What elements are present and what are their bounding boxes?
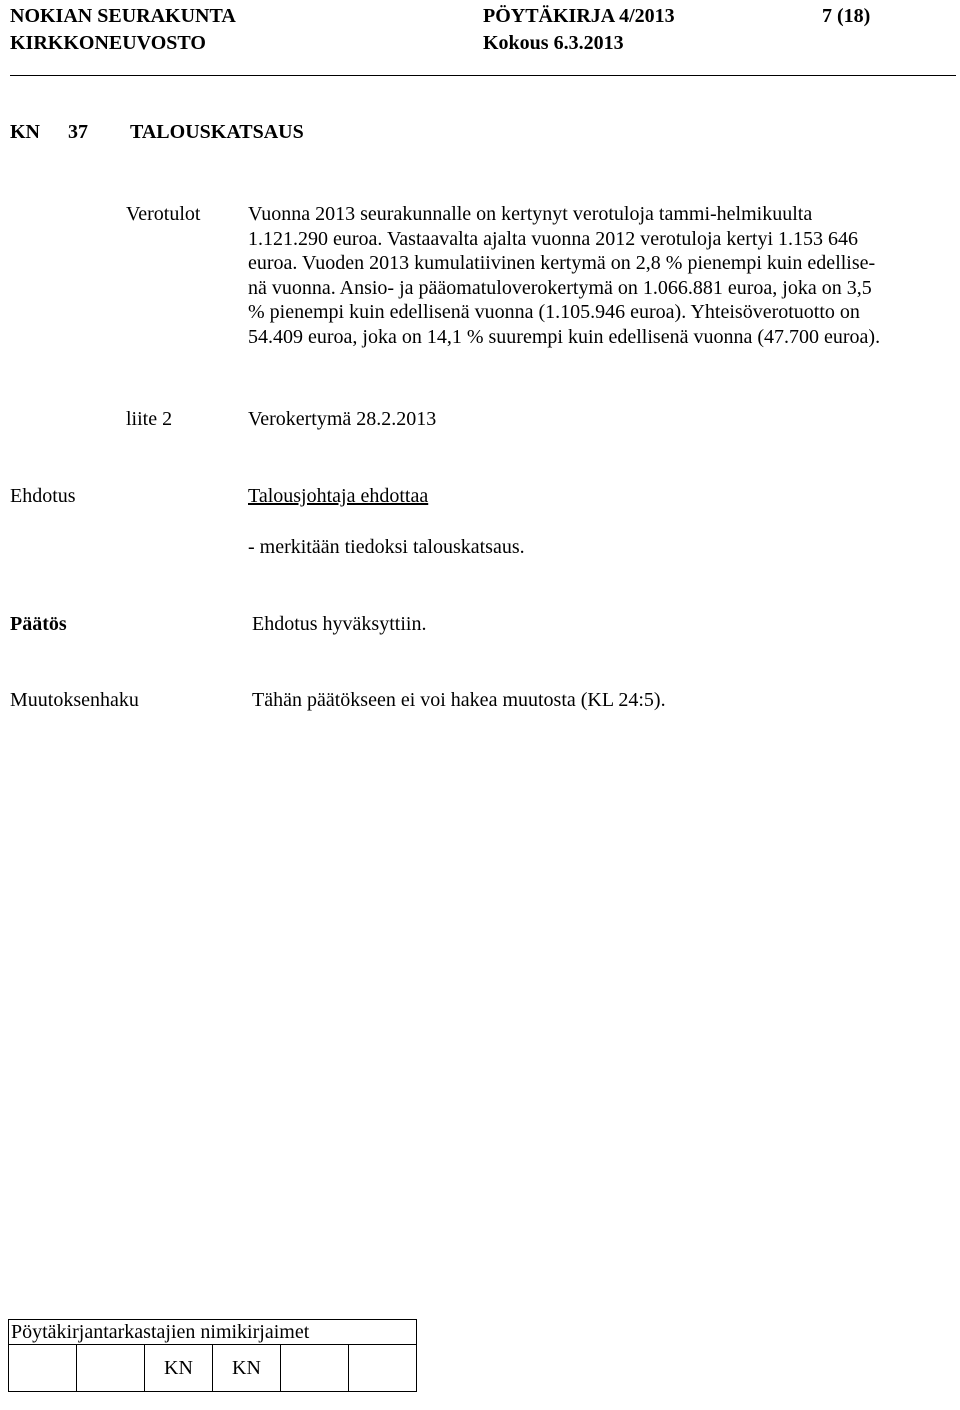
- paragraph-line: % pienempi kuin edellisenä vuonna (1.105.946 euroa). Yhteisöverotuotto on: [248, 301, 860, 323]
- attachment-label: liite 2: [126, 408, 173, 430]
- paragraph-line: 54.409 euroa, joka on 14,1 % suurempi kuin edellisenä vuonna (47.700 euroa).: [248, 325, 881, 348]
- initials-cell: [9, 1345, 77, 1392]
- ehdotus-label: Ehdotus: [10, 485, 76, 507]
- paragraph-line: Vuonna 2013 seurakunnalle on kertynyt verotuloja tammi-helmikuulta: [248, 203, 813, 225]
- paatos-label: Päätös: [10, 613, 67, 635]
- initials-cell: [349, 1345, 417, 1392]
- paatos-text: Ehdotus hyväksyttiin.: [252, 613, 427, 635]
- muutoksenhaku-text: Tähän päätökseen ei voi hakea muutosta (KL 24:5).: [252, 689, 666, 711]
- header-divider: [10, 75, 956, 76]
- governing-body: KIRKKONEUVOSTO: [10, 32, 206, 54]
- initials-cell: [281, 1345, 349, 1392]
- paragraph-line: nä vuonna. Ansio- ja pääomatuloverokertymä on 1.066.881 euroa, joka on 3,5: [248, 276, 872, 299]
- initials-cell: [77, 1345, 145, 1392]
- signature-table: [8, 1319, 417, 1392]
- organization-name: NOKIAN SEURAKUNTA: [10, 5, 236, 27]
- verotulot-label: Verotulot: [126, 203, 201, 225]
- ehdotus-item: - merkitään tiedoksi talouskatsaus.: [248, 536, 525, 558]
- meeting-date: Kokous 6.3.2013: [483, 32, 624, 54]
- section-number: 37: [68, 121, 88, 143]
- ehdotus-heading: Talousjohtaja ehdottaa: [248, 485, 429, 507]
- initials-cell: KN: [145, 1345, 213, 1392]
- page-number: 7 (18): [822, 5, 871, 27]
- muutoksenhaku-label: Muutoksenhaku: [10, 689, 139, 711]
- document-number: PÖYTÄKIRJA 4/2013: [483, 5, 675, 27]
- attachment-text: Verokertymä 28.2.2013: [248, 408, 437, 430]
- verotulot-paragraph: [248, 202, 960, 349]
- paragraph-line: 1.121.290 euroa. Vastaavalta ajalta vuonna 2012 verotuloja kertyi 1.153 646: [248, 227, 859, 250]
- initials-cell: KN: [213, 1345, 281, 1392]
- signature-table-title: Pöytäkirjantarkastajien nimikirjaimet: [9, 1320, 417, 1345]
- paragraph-line: euroa. Vuoden 2013 kumulatiivinen kertymä on 2,8 % pienempi kuin edellise-: [248, 252, 876, 274]
- section-title: TALOUSKATSAUS: [130, 121, 304, 143]
- section-prefix: KN: [10, 121, 40, 143]
